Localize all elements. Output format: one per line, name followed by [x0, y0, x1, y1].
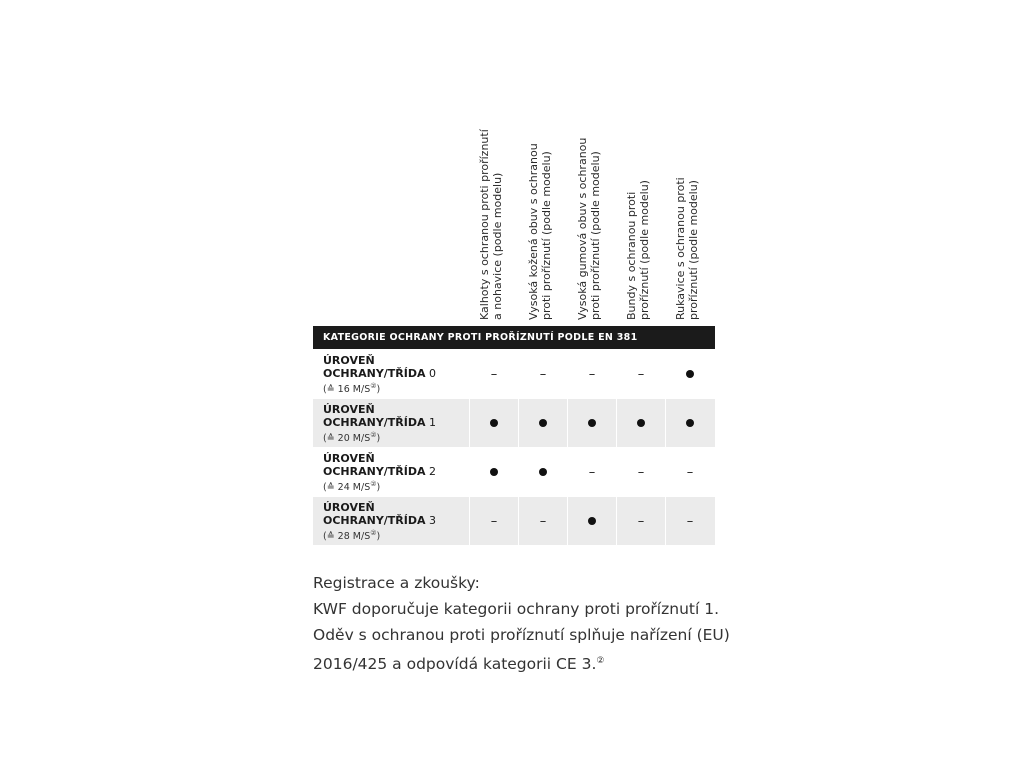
column-header-line: proti proříznutí (podle modelu) [540, 151, 553, 320]
dash-icon: – [637, 367, 645, 382]
notes-line: Oděv s ochranou proti proříznutí splňuje nařízení (EU) [313, 626, 730, 644]
dot-icon [588, 419, 596, 427]
footnote-marker: ② [596, 656, 605, 666]
notes-line: Registrace a zkoušky: [313, 574, 480, 592]
table-cell [666, 497, 714, 545]
table-cell [666, 399, 714, 447]
dash-icon: – [490, 367, 498, 382]
column-header-line: Kalhoty s ochranou proti proříznutí [478, 129, 491, 320]
table-cell [568, 350, 616, 398]
dot-icon [539, 419, 547, 427]
row-label-line: OCHRANY/TŘÍDA [323, 367, 426, 380]
column-header-line: Bundy s ochranou proti [625, 191, 638, 320]
table-cell [519, 399, 567, 447]
notes-line: 2016/425 a odpovídá kategorii CE 3.② [313, 655, 605, 674]
table-cell [470, 350, 518, 398]
dash-icon: – [490, 514, 498, 529]
dash-icon: – [539, 514, 547, 529]
dash-icon: – [637, 465, 645, 480]
row-speed: (≙ 16 M/S②) [323, 382, 381, 396]
table-cell [617, 497, 665, 545]
row-speed: (≙ 20 M/S②) [323, 431, 381, 445]
column-header-trousers [470, 100, 518, 320]
table-cell [568, 497, 616, 545]
row-class: 3 [429, 514, 437, 527]
row-label-line: OCHRANY/TŘÍDA [323, 465, 426, 478]
table-cell [568, 448, 616, 496]
table-cell [617, 350, 665, 398]
table-cell [519, 497, 567, 545]
row-label-line: OCHRANY/TŘÍDA [323, 514, 426, 527]
column-header-line: Rukavice s ochranou proti [674, 177, 687, 320]
table-row [313, 350, 715, 398]
table-row [313, 497, 715, 545]
row-label-line: ÚROVEŇ [323, 354, 375, 367]
table-row [313, 399, 715, 447]
column-header-jackets [617, 100, 665, 320]
row-class: 1 [429, 416, 437, 429]
table-cell [519, 448, 567, 496]
dot-icon [490, 468, 498, 476]
dot-icon [686, 370, 694, 378]
row-label-line: ÚROVEŇ [323, 403, 375, 416]
column-header-line: a nohavice (podle modelu) [491, 172, 504, 320]
dash-icon: – [588, 367, 596, 382]
row-label-line: OCHRANY/TŘÍDA [323, 416, 426, 429]
table-cell [666, 350, 714, 398]
row-label [323, 354, 483, 396]
row-label [323, 403, 483, 445]
row-label [323, 501, 483, 543]
dash-icon: – [539, 367, 547, 382]
table-cell [568, 399, 616, 447]
table-cell [666, 448, 714, 496]
table-title-bar: KATEGORIE OCHRANY PROTI PROŘÍZNUTÍ PODLE EN 381 [313, 326, 715, 349]
dash-icon: – [588, 465, 596, 480]
table-cell [470, 448, 518, 496]
notes-line: KWF doporučuje kategorii ochrany proti proříznutí 1. [313, 600, 719, 618]
row-class: 2 [429, 465, 437, 478]
column-header-line: proříznutí (podle modelu) [638, 180, 651, 320]
table-row [313, 448, 715, 496]
dash-icon: – [686, 465, 694, 480]
dash-icon: – [686, 514, 694, 529]
dot-icon [686, 419, 694, 427]
notes [313, 570, 733, 677]
dot-icon [637, 419, 645, 427]
column-header-gloves [666, 100, 714, 320]
dot-icon [588, 517, 596, 525]
row-label-line: ÚROVEŇ [323, 501, 375, 514]
row-class: 0 [429, 367, 437, 380]
table-cell [617, 399, 665, 447]
row-label [323, 452, 483, 494]
column-header-line: proříznutí (podle modelu) [687, 180, 700, 320]
column-header-rubber-boots [568, 100, 616, 320]
column-header-line: Vysoká kožená obuv s ochranou [527, 143, 540, 320]
column-header-line: Vysoká gumová obuv s ochranou [576, 137, 589, 320]
dash-icon: – [637, 514, 645, 529]
table-cell [470, 399, 518, 447]
column-header-leather-boots [519, 100, 567, 320]
column-header-line: proti proříznutí (podle modelu) [589, 151, 602, 320]
row-speed: (≙ 24 M/S②) [323, 480, 381, 494]
dot-icon [539, 468, 547, 476]
row-speed: (≙ 28 M/S②) [323, 529, 381, 543]
table-cell [617, 448, 665, 496]
table-cell [470, 497, 518, 545]
column-headers [470, 100, 715, 320]
table-cell [519, 350, 567, 398]
dot-icon [490, 419, 498, 427]
row-label-line: ÚROVEŇ [323, 452, 375, 465]
